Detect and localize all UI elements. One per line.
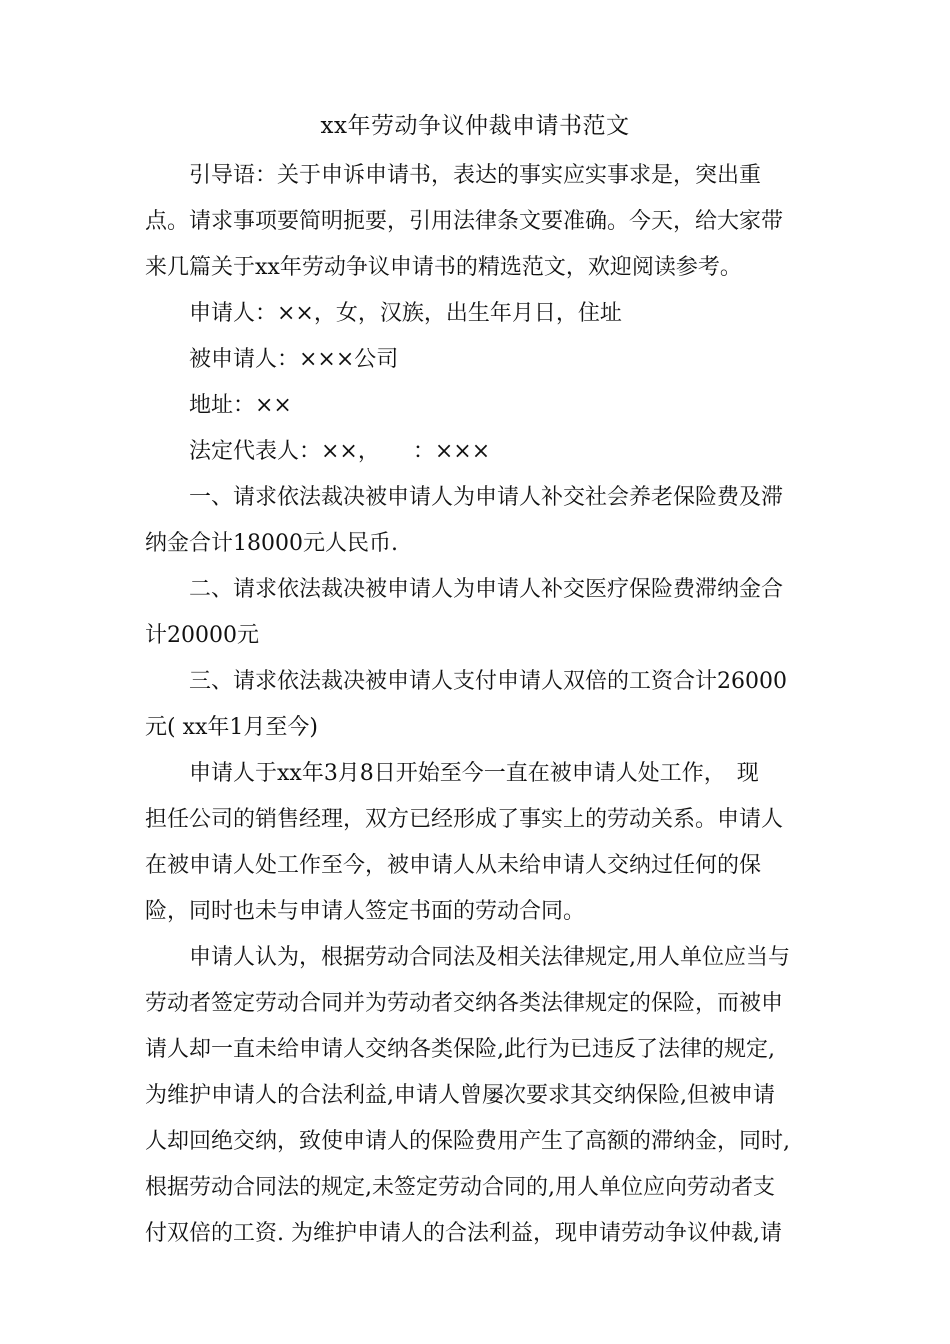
text-line: 法定代表人：××， ：××× [189,439,491,464]
text-line: 点。请求事项要简明扼要，引用法律条文要准确。今天，给大家带 [145,209,784,234]
text-line: 引导语：关于申诉申请书，表达的事实应实事求是，突出重 [189,163,762,188]
text-line: 纳金合计18000元人民币. [145,531,398,556]
text-line: 申请人认为，根据劳动合同法及相关法律规定,用人单位应当与 [189,945,790,970]
text-line: 元( xx年1月至今) [145,715,318,740]
text-line: 地址：×× [189,393,292,418]
text-line: 申请人：××，女，汉族，出生年月日，住址 [189,301,622,326]
text-line: 三、请求依法裁决被申请人支付申请人双倍的工资合计26000 [189,669,787,694]
text-line: 在被申请人处工作至今，被申请人从未给申请人交纳过任何的保 [145,853,762,878]
text-line: 为维护申请人的合法利益,申请人曾屡次要求其交纳保险,但被申请 [145,1083,775,1108]
document-body [145,158,805,1262]
text-line: 被申请人：×××公司 [189,347,399,372]
text-line: 一、请求依法裁决被申请人为申请人补交社会养老保险费及滞 [189,485,784,510]
text-line: 计20000元 [145,623,259,648]
text-line: 人却回绝交纳，致使申请人的保险费用产生了高额的滞纳金，同时, [145,1129,790,1154]
document-title: xx年劳动争议仲裁申请书范文 [320,113,630,139]
text-line: 申请人于xx年3月8日开始至今一直在被申请人处工作， 现 [189,761,759,786]
text-line: 劳动者签定劳动合同并为劳动者交纳各类法律规定的保险，而被申 [145,991,784,1016]
text-line: 根据劳动合同法的规定,未签定劳动合同的,用人单位应向劳动者支 [145,1175,775,1200]
text-line: 二、请求依法裁决被申请人为申请人补交医疗保险费滞纳金合 [189,577,784,602]
text-line: 担任公司的销售经理，双方已经形成了事实上的劳动关系。申请人 [145,807,784,832]
text-line: 来几篇关于xx年劳动争议申请书的精选范文，欢迎阅读参考。 [145,255,742,280]
text-line: 付双倍的工资. 为维护申请人的合法利益，现申请劳动争议仲裁,请 [145,1221,782,1246]
text-line: 险，同时也未与申请人签定书面的劳动合同。 [145,899,586,924]
text-line: 请人却一直未给申请人交纳各类保险,此行为已违反了法律的规定, [145,1037,775,1062]
